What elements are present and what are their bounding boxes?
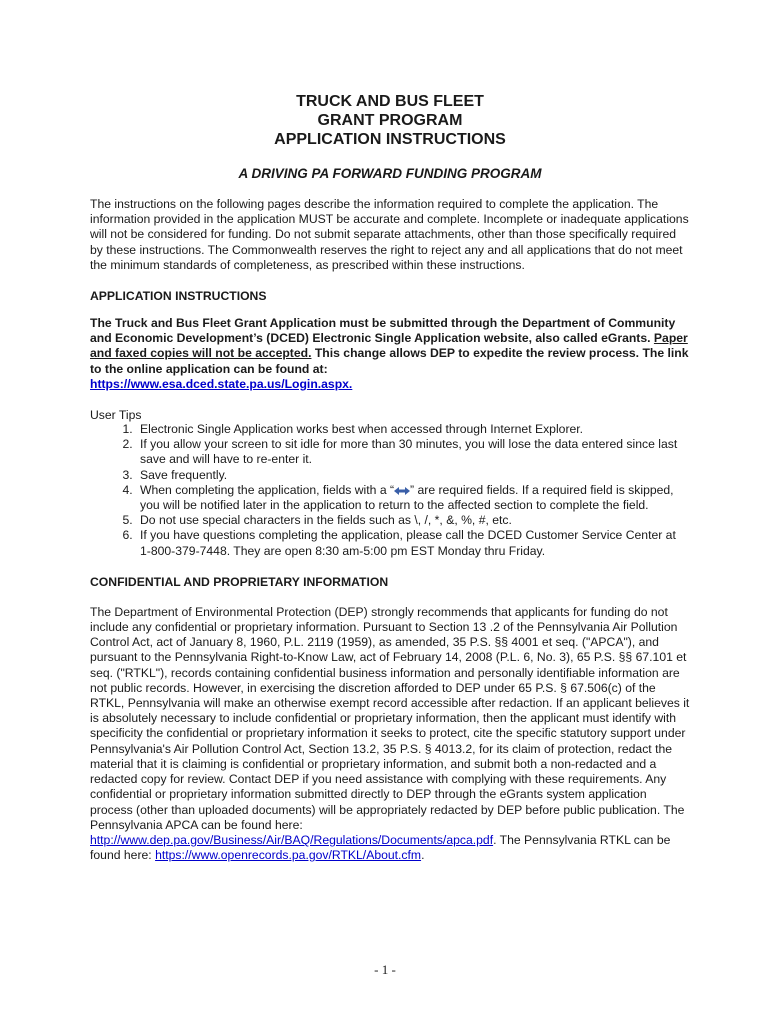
confidential-end: . [421, 848, 425, 863]
instructions-text-1: The Truck and Bus Fleet Grant Application must be submitted through the Department of Community and Economic Development’s (DCED) Electronic Single Application website, also called eGrants. [90, 316, 676, 346]
user-tips-label: User Tips [90, 408, 142, 423]
application-instructions-heading: APPLICATION INSTRUCTIONS [90, 289, 267, 304]
list-item [136, 483, 690, 513]
instructions-text-2: This change allows DEP to expedite the review process. The link to the online application can be found at: [90, 346, 689, 376]
list-item: 5. Do not use special characters in the fields such as \, /, *, &, %, #, etc. [136, 513, 690, 528]
title-line-2: GRANT PROGRAM [317, 112, 463, 129]
intro-paragraph: The instructions on the following pages describe the information required to complete the application. The information provided in the application MUST be accurate and complete. Incomplete or inadequate applications will not be considered for funding. Do not submit separate attachments, other than those specifically required by these instructions. The Commonwealth reserves the right to reject any and all applications that do not meet the minimum standards of completeness, as prescribed within these instructions. [90, 197, 689, 272]
title-line-3: APPLICATION INSTRUCTIONS [274, 131, 506, 148]
page-number: - 1 - [374, 962, 396, 977]
user-tips-list [90, 422, 690, 559]
confidential-body: The Department of Environmental Protection (DEP) strongly recommends that applicants for funding do not include any confidential or proprietary information. Pursuant to Section 13 .2 of the Pennsylvania Air Pollution Control Act, act of January 8, 1960, P.L. 2119 (1959), as amended, 35 P.S. §§ 4001 et seq. ("APCA"), and pursuant to the Pennsylvania Right-to-Know Law, act of February 14, 2008 (P.L. 6, No. 3), 65 P.S. §§ 67.101 et seq. ("RTKL"), records containing confidential business information and personally identifiable information are not public records. However, in exercising the discretion afforded to DEP under 65 P.S. § 67.506(c) of the RTKL, Pennsylvania will make an otherwise exempt record accessible after redaction. If an applicant believes it is absolutely necessary to include confidential or proprietary information, then the applicant must identify with specificity the confidential or proprietary information it seeks to protect, cite the specific statutory support under Pennsylvania's Air Pollution Control Act, Section 13.2, 35 P.S. § 4013.2, for its claim of protection, redact the material that it is claiming is confidential or proprietary information, and submit both a non-redacted and a redacted copy for review. Contact DEP if you need assistance with complying with these requirements. Any confidential or proprietary information submitted directly to DEP through the eGrants system application process (other than uploaded documents) will be appropriately redacted by DEP before public publication. The Pennsylvania APCA can be found here: [90, 604, 690, 832]
required-field-text-before: When completing the application, fields with a “ [140, 482, 395, 497]
paper-copies-notice: Paper and faxed copies will not be accepted. [90, 331, 688, 361]
required-field-text-after: ” are required fields. If a required field is skipped, you will be notified later in the application to return to the affected section to complete the field. [140, 482, 674, 513]
confidential-paragraph [90, 605, 690, 863]
document-title [90, 92, 690, 149]
application-instructions-paragraph [90, 316, 690, 392]
title-line-1: TRUCK AND BUS FLEET [296, 93, 484, 110]
list-item: 2. If you allow your screen to sit idle for more than 30 minutes, you will lose the data entered since last save and will have to re-enter it. [136, 437, 690, 467]
document-subtitle: A DRIVING PA FORWARD FUNDING PROGRAM [238, 166, 542, 181]
list-item: 1. Electronic Single Application works best when accessed through Internet Explorer. [136, 422, 690, 437]
confidential-heading: CONFIDENTIAL AND PROPRIETARY INFORMATION [90, 574, 389, 589]
rtkl-link[interactable]: https://www.openrecords.pa.gov/RTKL/About.cfm [155, 848, 422, 863]
list-item: 6. If you have questions completing the application, please call the DCED Customer Service Center at 1-800-379-7448. They are open 8:30 am-5:00 pm EST Monday thru Friday. [136, 528, 690, 558]
double-arrow-icon [394, 487, 410, 495]
apca-link[interactable]: http://www.dep.pa.gov/Business/Air/BAQ/Regulations/Documents/apca.pdf [90, 832, 494, 847]
document-page [90, 92, 690, 863]
egrants-login-link[interactable]: https://www.esa.dced.state.pa.us/Login.aspx. [90, 376, 353, 391]
list-item: 3. Save frequently. [136, 468, 690, 483]
confidential-middle: . The Pennsylvania RTKL can be found here: [90, 832, 671, 863]
